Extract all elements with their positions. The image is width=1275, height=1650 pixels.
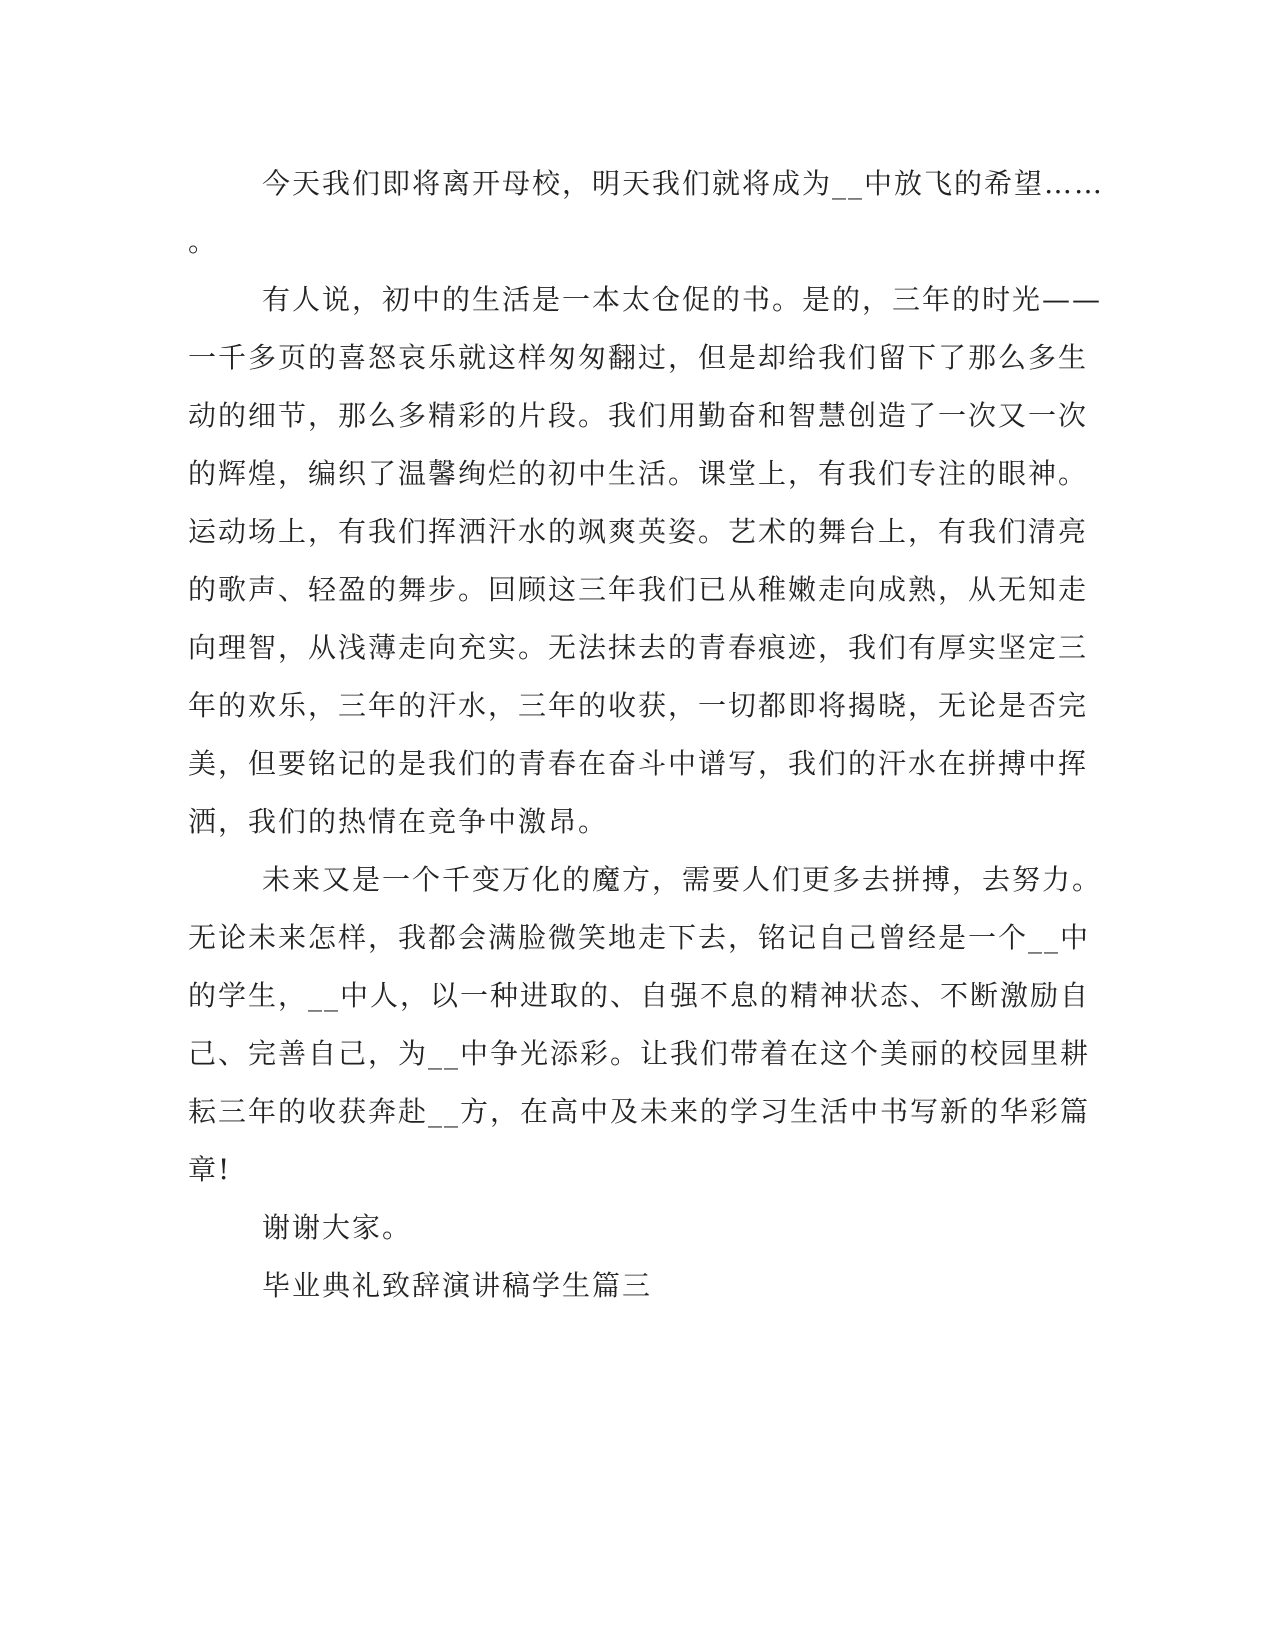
text-line: 动的细节，那么多精彩的片段。我们用勤奋和智慧创造了一次又一次 <box>188 399 1089 432</box>
text-line: 耘三年的收获奔赴__方，在高中及未来的学习生活中书写新的华彩篇 <box>188 1095 1091 1128</box>
text-line: 的学生，__中人，以一种进取的、自强不息的精神状态、不断激励自 <box>188 979 1091 1012</box>
text-line: 章! <box>188 1153 232 1186</box>
text-line: 未来又是一个千变万化的魔方，需要人们更多去拼搏，去努力。 <box>262 863 1103 896</box>
text-line: 今天我们即将离开母校，明天我们就将成为__中放飞的希望…… <box>262 167 1105 200</box>
text-line: 有人说，初中的生活是一本太仓促的书。是的，三年的时光—— <box>262 283 1103 316</box>
text-line: 向理智，从浅薄走向充实。无法抹去的青春痕迹，我们有厚实坚定三 <box>188 631 1089 664</box>
section-heading: 毕业典礼致辞演讲稿学生篇三 <box>262 1269 653 1302</box>
text-line: 谢谢大家。 <box>262 1211 413 1244</box>
text-line: 无论未来怎样，我都会满脸微笑地走下去，铭记自己曾经是一个__中 <box>188 921 1091 954</box>
text-line: 运动场上，有我们挥洒汗水的飒爽英姿。艺术的舞台上，有我们清亮 <box>188 515 1089 548</box>
text-line: 的歌声、轻盈的舞步。回顾这三年我们已从稚嫩走向成熟，从无知走 <box>188 573 1089 606</box>
text-line: 年的欢乐，三年的汗水，三年的收获，一切都即将揭晓，无论是否完 <box>188 689 1089 722</box>
text-line: 己、完善自己，为__中争光添彩。让我们带着在这个美丽的校园里耕 <box>188 1037 1091 1070</box>
text-line: 一千多页的喜怒哀乐就这样匆匆翻过，但是却给我们留下了那么多生 <box>188 341 1089 374</box>
text-line: 洒，我们的热情在竞争中激昂。 <box>188 805 609 838</box>
text-line: 美，但要铭记的是我们的青春在奋斗中谱写，我们的汗水在拼搏中挥 <box>188 747 1089 780</box>
text-line: 的辉煌，编织了温馨绚烂的初中生活。课堂上，有我们专注的眼神。 <box>188 457 1089 490</box>
text-line: 。 <box>188 225 219 258</box>
